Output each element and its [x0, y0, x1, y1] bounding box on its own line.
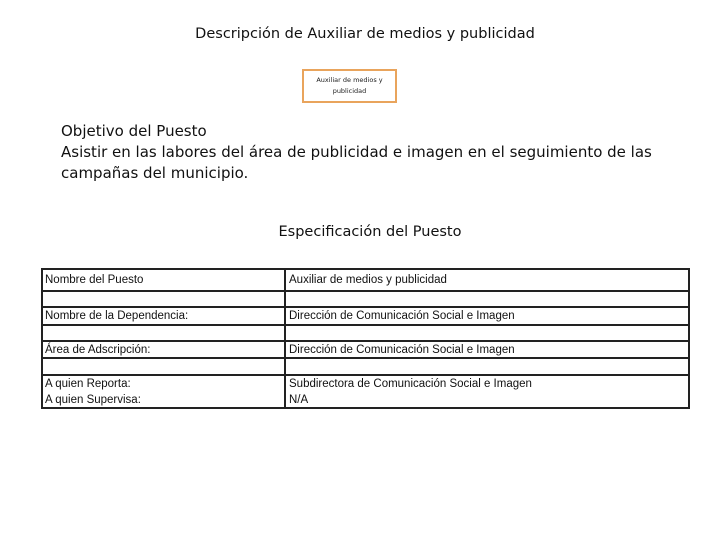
table-row [43, 306, 688, 324]
empty-cell [286, 292, 688, 306]
value-supervisa: N/A [289, 393, 309, 406]
document-title: Descripción de Auxiliar de medios y publicidad [195, 26, 535, 42]
empty-cell [43, 326, 286, 340]
label-supervisa: A quien Supervisa: [45, 393, 141, 406]
empty-cell [286, 359, 688, 374]
row-label-adscripcion: Área de Adscripción: [43, 342, 286, 357]
table-row [43, 340, 688, 357]
empty-cell [286, 326, 688, 340]
row-value-adscripcion: Dirección de Comunicación Social e Imagen [289, 343, 515, 356]
label-reporta: A quien Reporta: [45, 377, 131, 390]
table-spacer-row [43, 357, 688, 374]
row-value-nombre: Auxiliar de medios y publicidad [289, 274, 447, 286]
org-chart-label [314, 75, 386, 97]
org-chart-label-line2: publicidad [332, 87, 367, 95]
row-label-dependencia: Nombre de la Dependencia: [43, 308, 286, 324]
specification-heading: Especificación del Puesto [278, 224, 462, 240]
org-chart-box [302, 69, 397, 103]
value-reporta: Subdirectora de Comunicación Social e Imagen [289, 377, 532, 390]
org-chart-label-line1: Auxiliar de medios y [316, 76, 383, 84]
row-value-dependencia: Dirección de Comunicación Social e Imagen [289, 310, 515, 322]
table-spacer-row [43, 324, 688, 340]
objective-heading: Objetivo del Puesto [61, 122, 207, 140]
objective-section [61, 121, 661, 184]
row-label-reporta-supervisa [43, 376, 286, 407]
row-value-reporta-supervisa [286, 376, 688, 407]
table-spacer-row [43, 290, 688, 306]
objective-text: Asistir en las labores del área de publicidad e imagen en el seguimiento de las campañas del municipio. [61, 143, 652, 182]
row-label-nombre: Nombre del Puesto [43, 270, 286, 290]
empty-cell [43, 292, 286, 306]
table-row [43, 374, 688, 407]
specification-table [41, 268, 690, 409]
table-row [43, 270, 688, 290]
empty-cell [43, 359, 286, 374]
